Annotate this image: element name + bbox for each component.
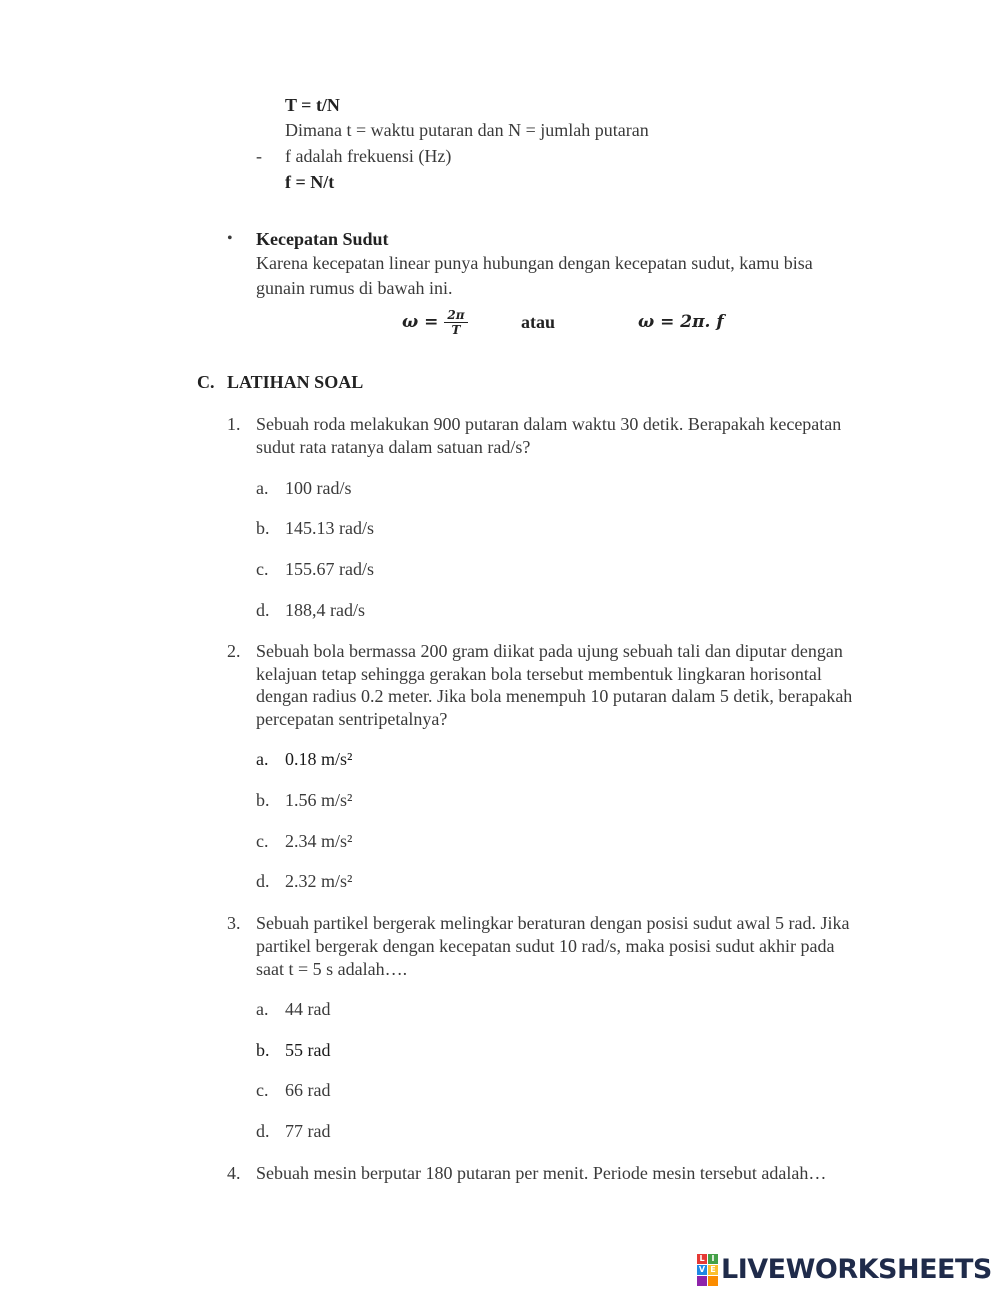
atau-label: atau bbox=[521, 312, 556, 332]
bullet-icon: • bbox=[227, 230, 233, 247]
question-text-line: saat t = 5 s adalah…. bbox=[256, 959, 408, 979]
option-letter: b. bbox=[256, 790, 270, 810]
dash-bullet: - bbox=[256, 146, 262, 166]
option-letter: a. bbox=[256, 999, 269, 1019]
fraction-numerator: 2π bbox=[444, 308, 467, 323]
answer-option[interactable]: 100 rad/s bbox=[285, 478, 352, 498]
formula-lhs: ω = bbox=[402, 312, 439, 332]
angular-velocity-text-line: gunain rumus di bawah ini. bbox=[256, 278, 453, 298]
question-number: 4. bbox=[227, 1163, 241, 1183]
option-letter: d. bbox=[256, 600, 270, 620]
answer-option[interactable]: 155.67 rad/s bbox=[285, 559, 374, 579]
logo-mark-cell bbox=[697, 1276, 707, 1286]
formula-omega-period bbox=[402, 304, 468, 340]
logo-text: LIVEWORKSHEETS bbox=[721, 1254, 992, 1285]
liveworksheets-logo bbox=[697, 1255, 992, 1285]
fraction bbox=[444, 308, 467, 337]
question-text-line: sudut rata ratanya dalam satuan rad/s? bbox=[256, 437, 531, 457]
option-letter: a. bbox=[256, 478, 269, 498]
question-text-line: kelajuan tetap sehingga gerakan bola tersebut membentuk lingkaran horisontal bbox=[256, 664, 822, 684]
answer-option[interactable]: 2.32 m/s² bbox=[285, 871, 353, 891]
question-text-line: partikel bergerak dengan kecepatan sudut 10 rad/s, maka posisi sudut akhir pada bbox=[256, 936, 835, 956]
question-number: 1. bbox=[227, 414, 241, 434]
question-text-line: Sebuah partikel bergerak melingkar beraturan dengan posisi sudut awal 5 rad. Jika bbox=[256, 913, 850, 933]
angular-velocity-text-line: Karena kecepatan linear punya hubungan dengan kecepatan sudut, kamu bisa bbox=[256, 253, 813, 273]
answer-option[interactable]: 55 rad bbox=[285, 1040, 331, 1060]
formula-omega-frequency: ω = 2π. f bbox=[638, 312, 724, 332]
angular-velocity-heading: Kecepatan Sudut bbox=[256, 229, 389, 249]
logo-mark-cell: V bbox=[698, 1265, 706, 1274]
question-number: 2. bbox=[227, 641, 241, 661]
option-letter: d. bbox=[256, 1121, 270, 1141]
logo-mark-cell: I bbox=[708, 1254, 718, 1264]
formula-period: T = t/N bbox=[285, 95, 340, 115]
logo-mark-icon bbox=[697, 1254, 718, 1286]
question-text-line: dengan radius 0.2 meter. Jika bola menempuh 10 putaran dalam 5 detik, berapakah bbox=[256, 686, 853, 706]
fraction-denominator: T bbox=[451, 322, 461, 337]
option-letter: b. bbox=[256, 1040, 270, 1060]
formula-explanation: Dimana t = waktu putaran dan N = jumlah putaran bbox=[285, 120, 649, 140]
logo-mark-cell bbox=[708, 1276, 718, 1286]
answer-option[interactable]: 44 rad bbox=[285, 999, 331, 1019]
option-letter: c. bbox=[256, 559, 269, 579]
question-text-line: Sebuah bola bermassa 200 gram diikat pada ujung sebuah tali dan diputar dengan bbox=[256, 641, 843, 661]
answer-option[interactable]: 0.18 m/s² bbox=[285, 749, 353, 769]
answer-option[interactable]: 1.56 m/s² bbox=[285, 790, 353, 810]
option-letter: d. bbox=[256, 871, 270, 891]
answer-option[interactable]: 145.13 rad/s bbox=[285, 518, 374, 538]
section-title: LATIHAN SOAL bbox=[227, 372, 364, 392]
logo-mark-cell: E bbox=[708, 1265, 718, 1275]
section-marker: C. bbox=[197, 372, 215, 392]
logo-mark-cell: L bbox=[697, 1254, 707, 1264]
answer-option[interactable]: 2.34 m/s² bbox=[285, 831, 353, 851]
answer-option[interactable]: 77 rad bbox=[285, 1121, 331, 1141]
formula-frequency: f = N/t bbox=[285, 172, 335, 192]
question-text-line: percepatan sentripetalnya? bbox=[256, 709, 448, 729]
answer-option[interactable]: 66 rad bbox=[285, 1080, 331, 1100]
question-text-line: Sebuah mesin berputar 180 putaran per menit. Periode mesin tersebut adalah… bbox=[256, 1163, 827, 1183]
option-letter: a. bbox=[256, 749, 269, 769]
question-text-line: Sebuah roda melakukan 900 putaran dalam waktu 30 detik. Berapakah kecepatan bbox=[256, 414, 842, 434]
frequency-description: f adalah frekuensi (Hz) bbox=[285, 146, 452, 166]
option-letter: c. bbox=[256, 1080, 269, 1100]
question-number: 3. bbox=[227, 913, 241, 933]
answer-option[interactable]: 188,4 rad/s bbox=[285, 600, 365, 620]
option-letter: c. bbox=[256, 831, 269, 851]
option-letter: b. bbox=[256, 518, 270, 538]
